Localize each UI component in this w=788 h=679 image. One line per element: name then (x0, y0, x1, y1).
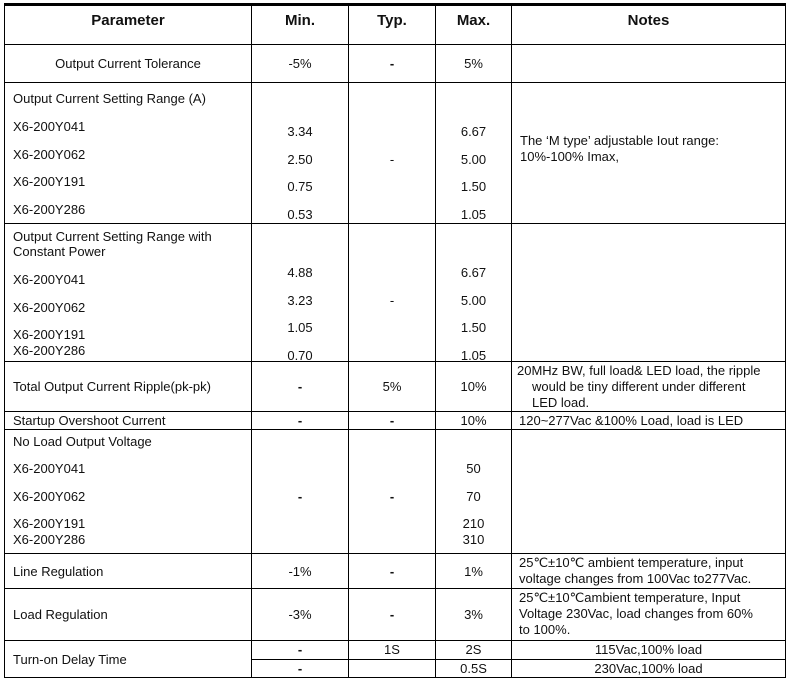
header-max-label: Max. (456, 12, 491, 29)
notes-cell (511, 45, 786, 82)
header-parameter-label: Parameter (91, 12, 165, 29)
max-value: 0.5S (460, 661, 487, 676)
model-name: X6-200Y286 (13, 343, 86, 358)
model-name: X6-200Y286 (13, 532, 86, 547)
model-name: X6-200Y191 (13, 516, 86, 531)
min-value: -3% (288, 607, 312, 622)
notes-line: 20MHz BW, full load& LED load, the ripple (517, 363, 761, 378)
model-name: X6-200Y041 (13, 272, 86, 287)
notes-cell (511, 430, 786, 553)
min-value: - (297, 661, 303, 676)
notes-line: LED load. (532, 395, 590, 410)
param-label: Line Regulation (13, 564, 104, 579)
min-value: 0.53 (287, 207, 313, 222)
max-value: 5.00 (460, 293, 487, 308)
typ-value: - (389, 293, 395, 308)
header-min (251, 3, 348, 44)
max-value: 10% (460, 413, 487, 428)
min-value: 1.05 (287, 320, 313, 335)
min-value: - (297, 413, 303, 428)
min-value: 2.50 (287, 152, 313, 167)
sub-row-divider (252, 659, 348, 660)
model-name: X6-200Y191 (13, 174, 86, 189)
table-row-turn-on-delay (4, 641, 786, 678)
model-name: X6-200Y062 (13, 489, 86, 504)
max-value: 5.00 (460, 152, 487, 167)
max-value: 2S (465, 642, 482, 657)
model-name: X6-200Y286 (13, 202, 86, 217)
max-value: 310 (462, 532, 485, 547)
typ-value: - (389, 489, 395, 504)
notes-line: 25℃±10℃ ambient temperature, input (519, 555, 744, 570)
notes-cell (511, 224, 786, 361)
header-notes (511, 3, 786, 44)
notes-line: The ‘M type’ adjustable Iout range: (520, 133, 719, 148)
min-value: 4.88 (287, 265, 313, 280)
sub-row-divider (512, 659, 785, 660)
max-value: 50 (466, 461, 481, 476)
notes-text (519, 555, 781, 587)
min-value: -5% (288, 56, 312, 71)
param-label: Output Current Setting Range (A) (13, 91, 206, 106)
notes-text: 230Vac,100% load (594, 661, 703, 676)
min-value: 3.23 (287, 293, 313, 308)
max-value: 70 (466, 489, 481, 504)
typ-value: - (389, 56, 395, 71)
table-row-line-regulation (4, 554, 786, 589)
header-min-label: Min. (285, 12, 315, 29)
max-value: 6.67 (460, 265, 487, 280)
typ-value: - (389, 607, 395, 622)
header-parameter (4, 3, 251, 44)
typ-value: 1S (384, 642, 400, 657)
model-name: X6-200Y041 (13, 461, 86, 476)
min-value: - (297, 489, 303, 504)
table-row-load-regulation (4, 589, 786, 641)
min-value: 0.70 (287, 348, 313, 363)
notes-line: 10%-100% Imax, (520, 149, 619, 164)
typ-value: - (389, 564, 395, 579)
model-name: X6-200Y191 (13, 327, 86, 342)
max-value: 210 (462, 516, 485, 531)
table-row-constant-power (4, 224, 786, 362)
typ-value: 5% (382, 379, 402, 394)
header-max (435, 3, 511, 44)
model-name: X6-200Y062 (13, 300, 86, 315)
min-value: - (297, 379, 303, 394)
param-label: Startup Overshoot Current (13, 413, 166, 428)
notes-text (520, 133, 781, 165)
sub-row-divider (349, 659, 435, 660)
max-value: 1% (464, 564, 483, 579)
max-value: 1.50 (460, 320, 487, 335)
param-label (13, 229, 247, 259)
notes-text: 120~277Vac &100% Load, load is LED (519, 413, 744, 428)
typ-value: - (389, 413, 395, 428)
model-name: X6-200Y062 (13, 147, 86, 162)
notes-line: Voltage 230Vac, load changes from 60% (519, 606, 753, 621)
model-name: X6-200Y041 (13, 119, 86, 134)
notes-line: voltage changes from 100Vac to277Vac. (519, 571, 752, 586)
max-value: 3% (464, 607, 483, 622)
param-label: Load Regulation (13, 607, 108, 622)
min-value: -1% (288, 564, 312, 579)
max-value: 6.67 (460, 124, 487, 139)
table-row-ripple (4, 362, 786, 412)
notes-line: to 100%. (519, 622, 571, 637)
param-label: No Load Output Voltage (13, 434, 152, 449)
max-value: 1.05 (460, 207, 487, 222)
param-label: Turn-on Delay Time (13, 652, 127, 667)
max-value: 10% (460, 379, 487, 394)
max-value: 1.50 (460, 179, 487, 194)
notes-line: would be tiny different under different (532, 379, 746, 394)
header-notes-label: Notes (627, 12, 670, 29)
min-value: - (297, 642, 303, 657)
table-row-tolerance (4, 45, 786, 83)
typ-value: - (389, 152, 395, 167)
notes-line: 25℃±10℃ambient temperature, Input (519, 590, 741, 605)
header-typ-label: Typ. (377, 12, 407, 29)
max-value: 1.05 (460, 348, 487, 363)
notes-text (517, 363, 781, 411)
max-value: 5% (464, 56, 483, 71)
param-line: Constant Power (13, 244, 106, 259)
param-label: Output Current Tolerance (55, 56, 201, 71)
sub-row-divider (436, 659, 511, 660)
notes-text (519, 590, 781, 638)
table-row-no-load-voltage (4, 430, 786, 554)
table-row-setting-range (4, 83, 786, 224)
notes-text: 115Vac,100% load (594, 642, 703, 657)
min-value: 3.34 (287, 124, 313, 139)
header-typ (348, 3, 435, 44)
table-header-row (4, 3, 786, 45)
min-value: 0.75 (287, 179, 313, 194)
table-row-overshoot (4, 412, 786, 430)
param-label: Total Output Current Ripple(pk-pk) (13, 379, 211, 394)
param-line: Output Current Setting Range with (13, 229, 212, 244)
